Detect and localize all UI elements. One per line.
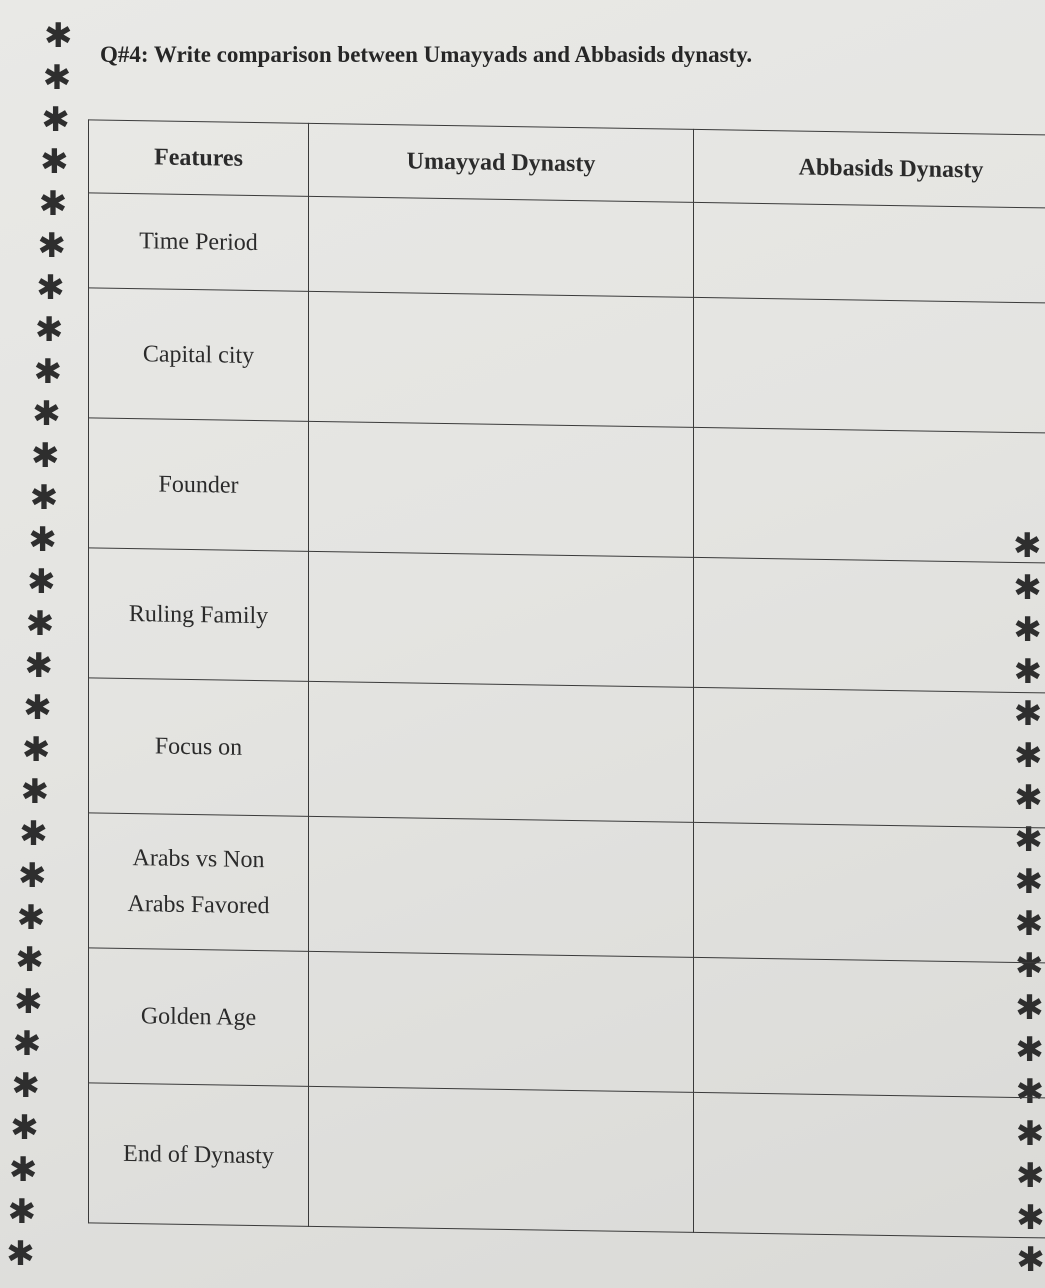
palm-tree-icon: ✱: [1013, 612, 1042, 649]
palm-tree-icon: ✱: [1013, 570, 1042, 607]
comparison-table: [88, 119, 1045, 1239]
palm-tree-icon: ✱: [27, 564, 56, 601]
palm-tree-icon: ✱: [32, 396, 61, 433]
palm-tree-icon: ✱: [1015, 990, 1044, 1027]
palm-tree-icon: ✱: [37, 228, 66, 265]
feature-label: Arabs vs Non Arabs Favored: [127, 845, 270, 920]
palm-tree-icon: ✱: [29, 480, 59, 517]
palm-tree-icon: ✱: [33, 354, 63, 391]
palm-tree-icon: ✱: [42, 60, 72, 97]
header-abbasid: Abbasids Dynasty: [694, 129, 1045, 208]
abbasid-answer-cell[interactable]: [694, 1092, 1045, 1238]
palm-tree-icon: ✱: [1015, 948, 1044, 985]
palm-tree-icon: ✱: [1014, 906, 1044, 943]
palm-tree-icon: ✱: [20, 774, 50, 811]
palm-tree-icon: ✱: [34, 312, 64, 349]
umayyad-answer-cell[interactable]: [309, 951, 694, 1092]
table-row: [89, 288, 1045, 434]
table-row: [89, 813, 1045, 964]
palm-tree-icon: ✱: [41, 102, 70, 139]
feature-cell: [89, 678, 309, 816]
abbasid-answer-cell[interactable]: [694, 557, 1045, 693]
abbasid-answer-cell[interactable]: [694, 202, 1045, 303]
palm-tree-icon: ✱: [1016, 1242, 1045, 1279]
palm-tree-icon: ✱: [7, 1194, 37, 1231]
table-row: [89, 1083, 1045, 1239]
palm-tree-icon: ✱: [1013, 528, 1042, 565]
palm-tree-icon: ✱: [11, 1068, 40, 1105]
feature-label: Capital city: [142, 340, 255, 369]
palm-tree-icon: ✱: [23, 690, 52, 727]
palm-tree-icon: ✱: [16, 900, 46, 937]
umayyad-answer-cell[interactable]: [309, 681, 694, 822]
palm-tree-icon: ✱: [10, 1110, 39, 1147]
table-row: [89, 948, 1045, 1099]
umayyad-answer-cell[interactable]: [309, 196, 694, 297]
header-features: Features: [89, 120, 309, 196]
abbasid-answer-cell[interactable]: [694, 957, 1045, 1098]
palm-tree-icon: ✱: [1013, 696, 1043, 733]
feature-cell: [89, 418, 309, 551]
feature-label: Founder: [158, 470, 239, 499]
palm-tree-icon: ✱: [1015, 1032, 1044, 1069]
palm-tree-icon: ✱: [18, 858, 47, 895]
palm-tree-icon: ✱: [36, 270, 65, 307]
umayyad-answer-cell[interactable]: [309, 551, 694, 687]
palm-tree-icon: ✱: [28, 522, 57, 559]
table-row: [89, 678, 1045, 829]
palm-tree-icon: ✱: [25, 606, 55, 643]
palm-tree-icon: ✱: [31, 438, 60, 475]
palm-tree-icon: ✱: [38, 186, 68, 223]
header-umayyad: Umayyad Dynasty: [309, 123, 694, 202]
abbasid-answer-cell[interactable]: [694, 822, 1045, 963]
umayyad-answer-cell[interactable]: [309, 421, 694, 557]
abbasid-answer-cell[interactable]: [694, 687, 1045, 828]
palm-tree-icon: ✱: [1015, 1116, 1045, 1153]
palm-tree-icon: ✱: [1014, 780, 1043, 817]
feature-label: Ruling Family: [128, 600, 269, 629]
palm-tree-icon: ✱: [6, 1236, 35, 1273]
abbasid-answer-cell[interactable]: [694, 297, 1045, 433]
feature-cell: [89, 193, 309, 291]
palm-tree-icon: ✱: [12, 1026, 42, 1063]
palm-tree-icon: ✱: [21, 732, 51, 769]
palm-tree-icon: ✱: [1015, 1074, 1045, 1111]
umayyad-answer-cell[interactable]: [309, 291, 694, 427]
palm-tree-icon: ✱: [1016, 1200, 1045, 1237]
feature-cell: [89, 1083, 309, 1226]
palm-tree-icon: ✱: [24, 648, 53, 685]
feature-cell: [89, 813, 309, 951]
table-row: [89, 548, 1045, 694]
umayyad-answer-cell[interactable]: [309, 816, 694, 957]
palm-tree-icon: ✱: [8, 1152, 38, 1189]
palm-tree-icon: ✱: [19, 816, 48, 853]
question-title: Q#4: Write comparison between Umayyads and Abbasids dynasty.: [100, 42, 753, 67]
feature-cell: [89, 548, 309, 681]
palm-tree-icon: ✱: [14, 984, 43, 1021]
umayyad-answer-cell[interactable]: [309, 1086, 694, 1232]
palm-tree-icon: ✱: [1014, 864, 1044, 901]
table-row: [89, 193, 1045, 304]
table-row: [89, 418, 1045, 564]
feature-label: End of Dynasty: [123, 1140, 274, 1169]
palm-tree-icon: ✱: [1014, 822, 1043, 859]
palm-tree-icon: ✱: [40, 144, 69, 181]
palm-tree-icon: ✱: [44, 18, 73, 55]
feature-label: Golden Age: [140, 1003, 257, 1032]
palm-tree-icon: ✱: [15, 942, 44, 979]
feature-label: Focus on: [154, 733, 243, 761]
palm-tree-icon: ✱: [1016, 1158, 1045, 1195]
feature-cell: [89, 288, 309, 421]
palm-tree-icon: ✱: [1013, 654, 1043, 691]
palm-tree-icon: ✱: [1014, 738, 1043, 775]
feature-label: Time Period: [139, 228, 258, 257]
abbasid-answer-cell[interactable]: [694, 427, 1045, 563]
feature-cell: [89, 948, 309, 1086]
